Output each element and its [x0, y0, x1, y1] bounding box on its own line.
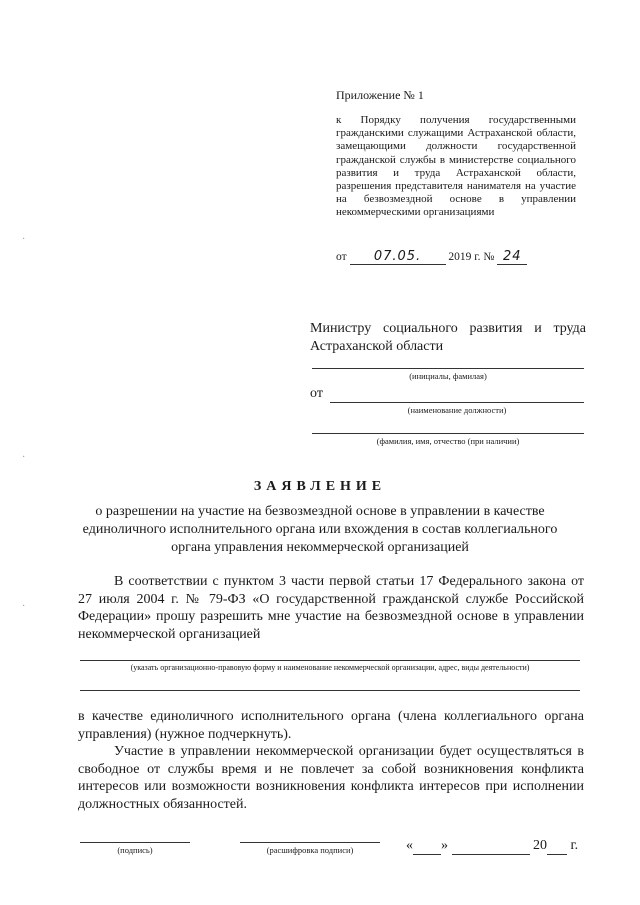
appendix-text: к Порядку получения государственными гражданскими служащими Астраханской области, замещающими должности государственной гражданской службы в министерстве социального развития и труда Астраханской области, разрешения представителя нанимателя на участие на безвозмездной основе в управлении некоммерческими организациями [336, 114, 576, 219]
appendix-title: Приложение № 1 [336, 88, 424, 102]
paragraph-2: в качестве единоличного исполнительного органа (члена коллегиального органа управления) (нужное подчеркнуть). [78, 709, 584, 742]
paragraph-1: В соответствии с пунктом 3 части первой статьи 17 Федерального закона от 27 июля 2004 г. № 79-ФЗ «О государственной гражданской службе Российской Федерации» прошу разрешить мне участие на безвозмездной основе в управлении некоммерческой организацией [78, 574, 584, 642]
decoding-line [240, 842, 380, 843]
scan-speck: · [22, 452, 26, 463]
handwritten-number: 24 [497, 249, 527, 265]
scan-speck: · [22, 601, 26, 612]
month-blank [452, 838, 530, 855]
org-line [80, 660, 580, 661]
caption-decoding: (расшифровка подписи) [266, 845, 354, 855]
handwritten-date: 07.05. [350, 249, 446, 265]
day-blank [413, 838, 441, 855]
caption-org: (указать организационно-правовую форму и наименование некоммерческой организации, адрес, виды деятельности) [130, 663, 530, 672]
year-prefix: 20 [533, 838, 547, 853]
paragraph-3: Участие в управлении некоммерческой организации будет осуществляться в свободное от службы время и не повлечет за собой возникновения конфликта интересов или возможности возникновения конфликта интересов при исполнении должностных обязанностей. [78, 744, 584, 812]
document-title: ЗАЯВЛЕНИЕ [253, 479, 387, 494]
initials-line [312, 368, 584, 369]
year-suffix: г. [570, 838, 579, 853]
signature-date [406, 838, 578, 855]
document-subtitle: о разрешении на участие на безвозмездной основе в управлении в качестве единоличного исполнительного органа или вхождения в состав коллегиального органа управления некоммерческой организацией [82, 504, 558, 555]
position-line [330, 402, 584, 403]
caption-initials: (инициалы, фамилая) [409, 371, 487, 381]
signature-line [80, 842, 190, 843]
date-open-quote: « [406, 838, 413, 853]
date-prefix: от [336, 251, 347, 263]
year-blank [547, 838, 567, 855]
org-line-2 [80, 690, 580, 691]
caption-position: (наименование должности) [407, 405, 507, 415]
fio-line [312, 433, 584, 434]
addressee-text: Министру социального развития и труда Астраханской области [310, 321, 586, 354]
date-close-quote: » [441, 838, 448, 853]
from-label: от [310, 386, 323, 401]
scan-speck: · [22, 234, 26, 245]
year-text: 2019 г. № [448, 251, 495, 263]
caption-fio: (фамилия, имя, отчество (при наличии) [376, 436, 520, 446]
caption-signature: (подпись) [117, 845, 153, 855]
appendix-date-line [336, 249, 527, 265]
